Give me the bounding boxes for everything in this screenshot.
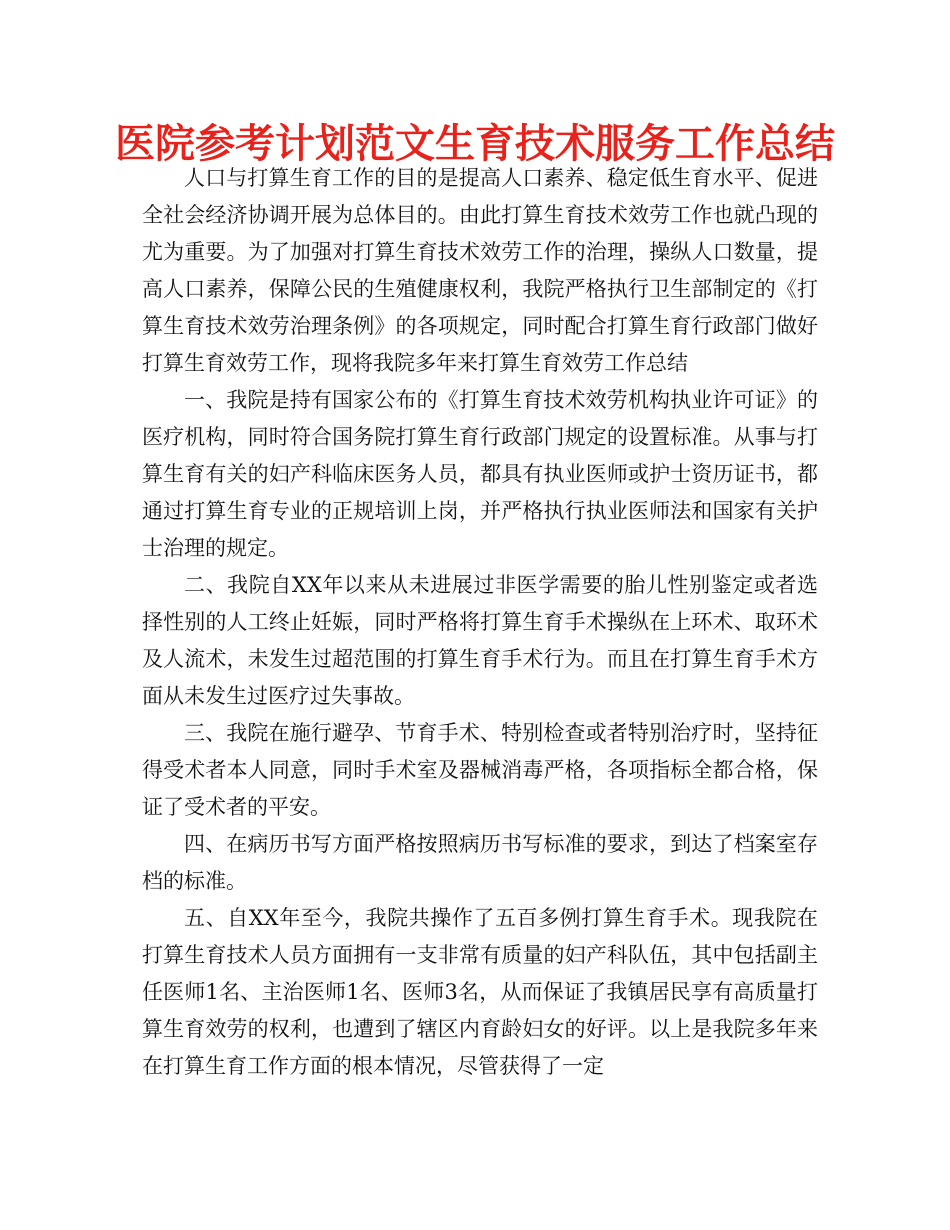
- paragraph-intro: 人口与打算生育工作的目的是提高人口素养、稳定低生育水平、促进全社会经济协调开展为总体目的。由此打算生育技术效劳工作也就凸现的尤为重要。为了加强对打算生育技术效劳工作的治理，操纵人口数量，提高人口素养，保障公民的生殖健康权利，我院严格执行卫生部制定的《打算生育技术效劳治理条例》的各项规定，同时配合打算生育行政部门做好打算生育效劳工作，现将我院多年来打算生育效劳工作总结: [142, 166, 818, 375]
- paragraph-1: 一、我院是持有国家公布的《打算生育技术效劳机构执业许可证》的医疗机构，同时符合国务院打算生育行政部门规定的设置标准。从事与打算生育有关的妇产科临床医务人员，都具有执业医师或护士资历证书，都通过打算生育专业的正规培训上岗，并严格执行执业医师法和国家有关护士治理的规定。: [142, 388, 818, 560]
- paragraph-4: 四、在病历书写方面严格按照病历书写标准的要求，到达了档案室存档的标准。: [142, 832, 818, 893]
- paragraph-3: 三、我院在施行避孕、节育手术、特别检查或者特别治疗时，坚持征得受术者本人同意，同时手术室及器械消毒严格，各项指标全都合格，保证了受术者的平安。: [142, 721, 818, 819]
- paragraph-5: 五、自XX年至今，我院共操作了五百多例打算生育手术。现我院在打算生育技术人员方面拥有一支非常有质量的妇产科队伍，其中包括副主任医师1名、主治医师1名、医师3名，从而保证了我镇居民享有高质量打算生育效劳的权利，也遭到了辖区内育龄妇女的好评。以上是我院多年来在打算生育工作方面的根本情况，尽管获得了一定: [142, 906, 818, 1078]
- document-title: 医院参考计划范文生育技术服务工作总结: [115, 121, 835, 167]
- paragraph-2: 二、我院自XX年以来从未进展过非医学需要的胎儿性别鉴定或者选择性别的人工终止妊娠，同时严格将打算生育手术操纵在上环术、取环术及人流术，未发生过超范围的打算生育手术行为。而且在打算生育手术方面从未发生过医疗过失事故。: [142, 573, 818, 708]
- document-body: [142, 160, 818, 1085]
